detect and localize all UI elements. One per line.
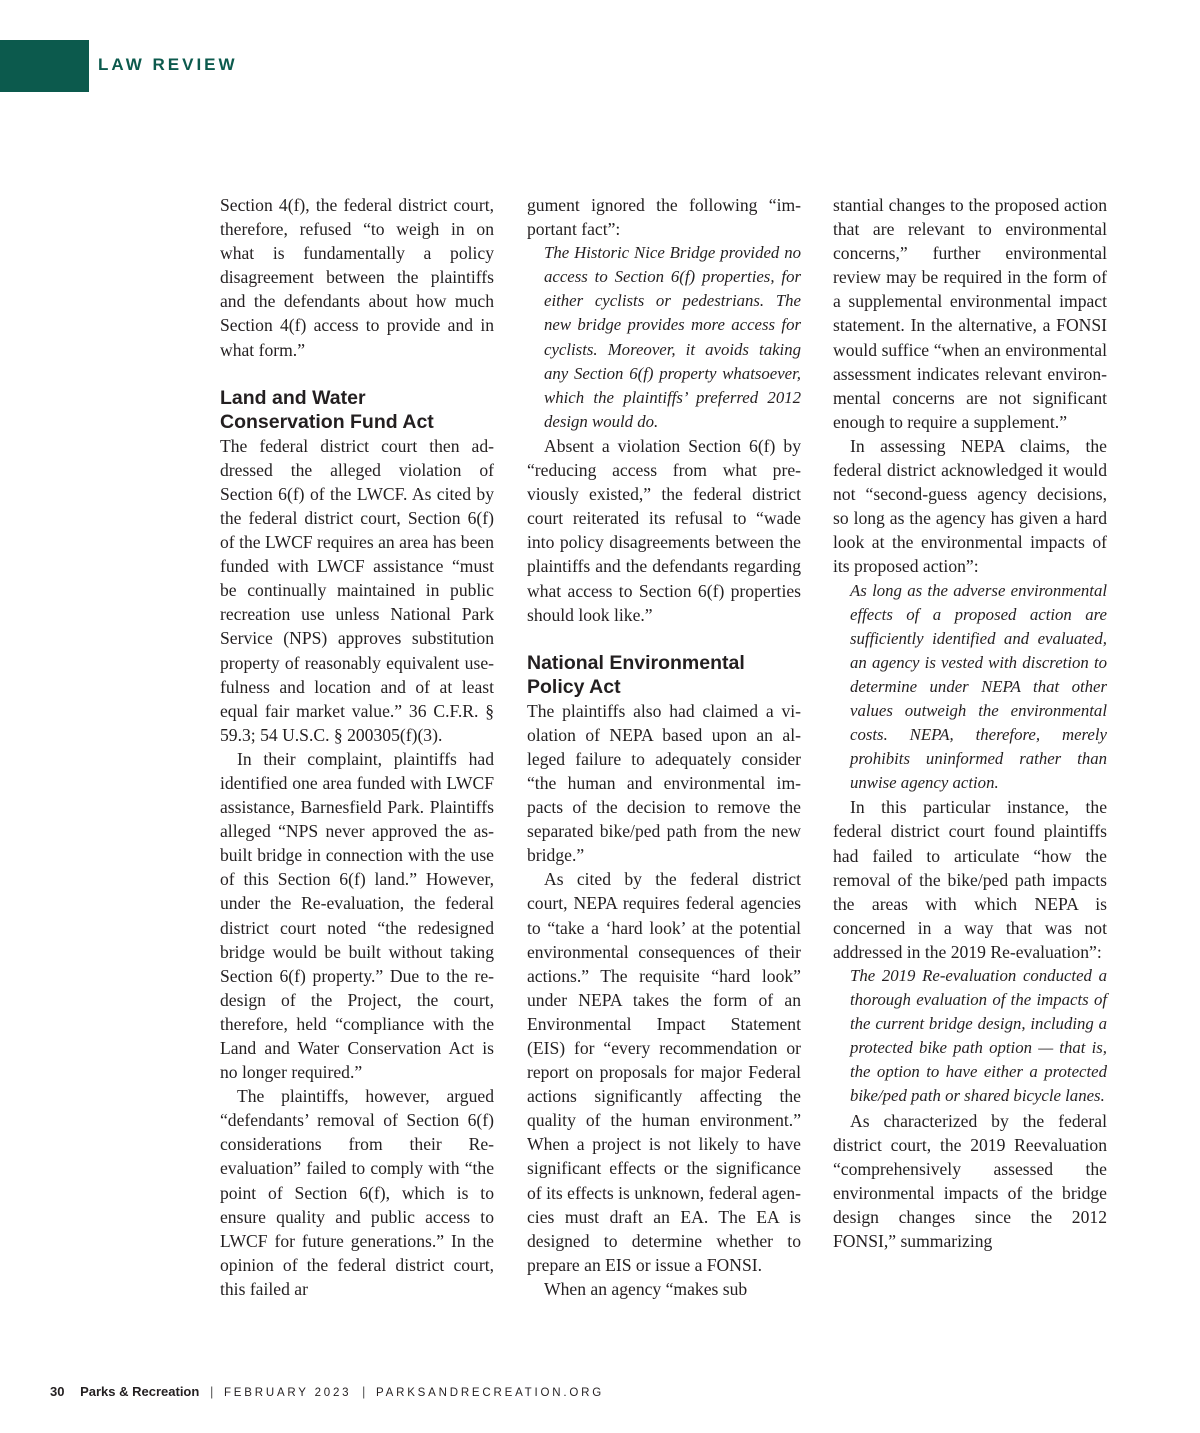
body-paragraph: As cited by the federal district court, NEPA requires federal agencies to “take a ‘hard look’ at the potential environmental consequences of their actions.” The requisite “hard look” under NEPA takes the form of an Environmental Impact Statement (EIS) for “every recommendation or report on proposals for major Federal actions significantly affecting the quality of the human environment.” When a project is not likely to have significant effects or the significance of its effects is unknown, federal agencies must draft an EA. The EA is designed to determine whether to prepare an EIS or issue a FONSI. <box>527 869 801 1275</box>
body-paragraph: In their complaint, plaintiffs had identified one area funded with LWCF assistance, Barnesfield Park. Plaintiffs alleged “NPS never approved the as-built bridge in connection with the use of this Section 6(f) land.” However, under the Re-evaluation, the federal district court noted “the redesigned bridge would be built without taking Section 6(f) property.” Due to the redesign of the Project, the court, therefore, held “compliance with the Land and Water Conservation Act is no longer required.” <box>220 748 494 1083</box>
body-paragraph: In this particular instance, the federal district court found plaintiffs had failed to articulate “how the removal of the bike/ped path impacts the areas with which NEPA is concerned in a way that was not addressed in the 2019 Re-evaluation”: <box>833 797 1107 962</box>
body-paragraph: The federal district court then addressed the alleged violation of Section 6(f) of the LWCF. As cited by the federal district court, Section 6(f) of the LWCF requires an area has been funded with LWCF assistance “must be continually maintained in public recreation use unless National Park Service (NPS) approves substitution property of reasonably equivalent usefulness and location and of at least equal fair market value.” 36 C.F.R. § 59.3; 54 U.S.C. § 200305(f)(3). <box>220 435 494 745</box>
block-quote: The 2019 Re-evaluation conducted a thorough evaluation of the impacts of the current bridge design, including a protected bike path option — that is, the option to have either a protected bike/ped path or shared bicycle lanes. <box>850 966 1107 1106</box>
page-number: 30 <box>50 1384 65 1399</box>
page-footer <box>50 1384 604 1399</box>
body-paragraph: stantial changes to the proposed action that are relevant to environmental concerns,” further environmental review may be required in the form of a supplemental environmental impact statement. In the alternative, a FONSI would suffice “when an environmental assessment indicates relevant environmental concerns are not significant enough to require a supplement.” <box>833 195 1107 432</box>
section-label: LAW REVIEW <box>98 55 238 74</box>
body-paragraph: Absent a violation Section 6(f) by “reducing access from what previously existed,” the federal district court reiterated its refusal to “wade into policy disagreements between the plaintiffs and the defendants regarding what access to Section 6(f) properties should look like.” <box>527 435 801 625</box>
body-paragraph: Section 4(f), the federal district court, therefore, refused “to weigh in on what is fundamentally a policy disagreement between the plaintiffs and the defendants about how much Section 4(f) access to provide and in what form.” <box>220 195 494 360</box>
text-column-1 <box>220 193 494 1301</box>
block-quote: As long as the adverse environmental effects of a proposed action are sufficiently identified and evaluated, an agency is vested with discretion to determine under NEPA that other values outweigh the environmental costs. NEPA, therefore, merely prohibits uninformed rather than unwise agency action. <box>850 580 1107 793</box>
footer-separator: | <box>361 1384 366 1399</box>
text-column-3 <box>833 193 1107 1253</box>
body-paragraph: gument ignored the following “important fact”: <box>527 195 801 240</box>
issue-date: FEBRUARY 2023 <box>223 1387 352 1399</box>
section-tab-block <box>0 40 89 92</box>
magazine-name: Parks & Recreation <box>80 1384 200 1399</box>
body-paragraph: As characterized by the federal district court, the 2019 Reevaluation “comprehensively assessed the environmental impacts of the bridge design changes since the 2012 FONSI,” summarizing <box>833 1110 1107 1252</box>
footer-separator: | <box>209 1384 214 1399</box>
body-paragraph: The plaintiffs also had claimed a violation of NEPA based upon an alleged failure to adequately consider “the human and environmental impacts of the decision to remove the separated bike/ped path from the new bridge.” <box>527 700 801 866</box>
section-heading: Land and Water Conservation Fund Act <box>220 386 434 433</box>
body-paragraph: The plaintiffs, however, argued “defendants’ removal of Section 6(f) considerations from their Re-evaluation” failed to comply with “the point of Section 6(f), which is to ensure quality and public access to LWCF for future generations.” In the opinion of the federal district court, this failed ar <box>220 1086 494 1299</box>
website-url: PARKSANDRECREATION.ORG <box>376 1387 604 1399</box>
section-heading: National Environmental Policy Act <box>527 651 745 698</box>
text-column-2 <box>527 193 801 1301</box>
body-paragraph: When an agency “makes sub <box>544 1278 748 1299</box>
body-paragraph: In assessing NEPA claims, the federal district acknowledged it would not “second-guess agency decisions, so long as the agency has given a hard look at the environmental impacts of its proposed action”: <box>833 435 1107 577</box>
block-quote: The Historic Nice Bridge provided no access to Section 6(f) properties, for either cyclists or pedestrians. The new bridge provides more access for cyclists. Moreover, it avoids taking any Section 6(f) property whatsoever, which the plaintiffs’ preferred 2012 design would do. <box>544 243 801 431</box>
